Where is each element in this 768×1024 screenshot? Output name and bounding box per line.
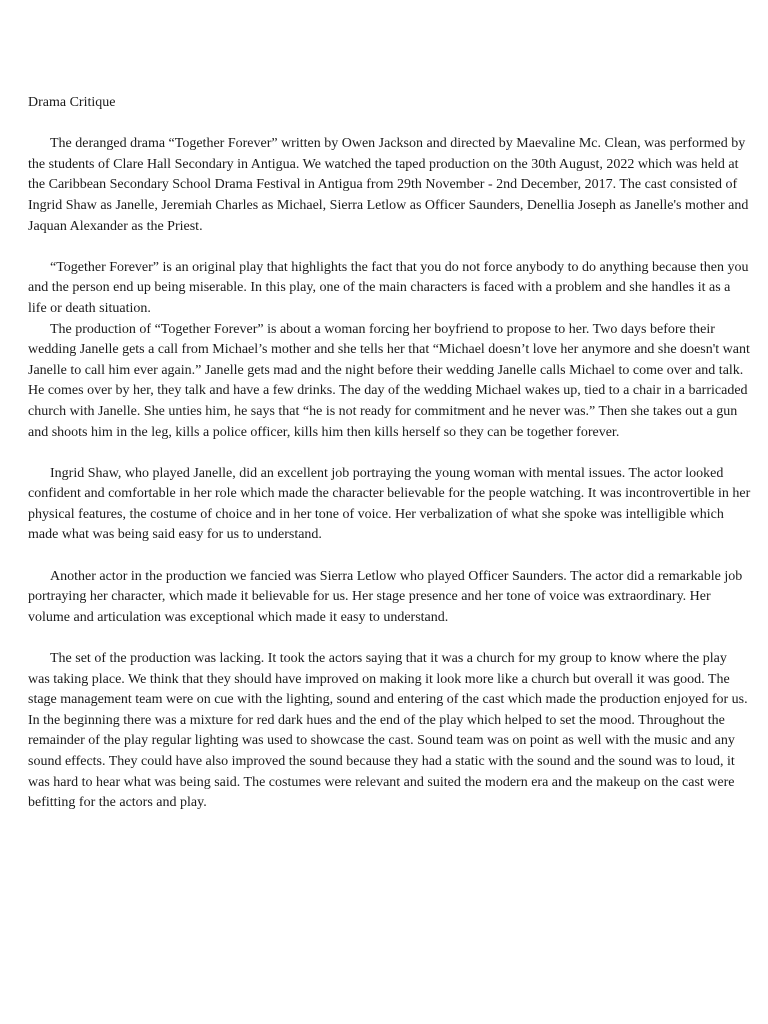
paragraph-ingrid-shaw: Ingrid Shaw, who played Janelle, did an excellent job portraying the young woman with mental issues. The actor looked confident and comfortable in her role which made the character believable for the people watching. It was incontrovertible in her physical features, the costume of choice and in her tone of voice. Her verbalization of what she spoke was intelligible which made what was being said easy for us to understand.: [28, 465, 751, 543]
paragraph-plot: The production of “Together Forever” is about a woman forcing her boyfriend to propose to her. Two days before their wedding Janelle gets a call from Michael’s mother and she tells her that “Michael doesn’t love her anymore and she doesn't want Janelle to call him ever again.” Janelle gets mad and the night before their wedding Janelle calls Michael to come over and talk. He comes over by her, they talk and have a few drinks. The day of the wedding Michael wakes up, tied to a chair in a barricaded church with Janelle. She unties him, he says that “he is not ready for commitment and he never was.” Then she takes out a gun and shoots him in the leg, kills a police officer, kills him then kills herself so they can be together forever.: [28, 321, 750, 440]
paragraph-theme: “Together Forever” is an original play that highlights the fact that you do not force anybody to do anything because then you and the person end up being miserable. In this play, one of the main characters is faced with a problem and she handles it as a life or death situation.: [28, 259, 749, 316]
document-body: [28, 93, 752, 814]
paragraph-production-elements: The set of the production was lacking. It took the actors saying that it was a church for my group to know where the play was taking place. We think that they should have improved on making it look more like a church but overall it was good. The stage management team were on cue with the lighting, sound and entering of the cast which made the production enjoyed for us. In the beginning there was a mixture for red dark hues and the end of the play which helped to set the mood. Throughout the remainder of the play regular lighting was used to showcase the cast. Sound team was on point as well with the music and any sound effects. They could have also improved the sound because they had a static with the sound and the sound was to loud, it was hard to hear what was being said. The costumes were relevant and suited the modern era and the makeup on the cast were befitting for the actors and play.: [28, 651, 748, 811]
paragraph-introduction: The deranged drama “Together Forever” written by Owen Jackson and directed by Maevaline Mc. Clean, was performed by the students of Clare Hall Secondary in Antigua. We watched the taped production on the 30th August, 2022 which was held at the Caribbean Secondary School Drama Festival in Antigua from 29th November - 2nd December, 2017. The cast consisted of Ingrid Shaw as Janelle, Jeremiah Charles as Michael, Sierra Letlow as Officer Saunders, Denellia Joseph as Janelle's mother and Jaquan Alexander as the Priest.: [28, 136, 749, 234]
paragraph-sierra-letlow: Another actor in the production we fancied was Sierra Letlow who played Officer Saunders. The actor did a remarkable job portraying her character, which made it believable for us. Her stage presence and her tone of voice was extraordinary. Her volume and articulation was exceptional which made it easy to understand.: [28, 568, 743, 625]
document-title: Drama Critique: [28, 95, 116, 110]
